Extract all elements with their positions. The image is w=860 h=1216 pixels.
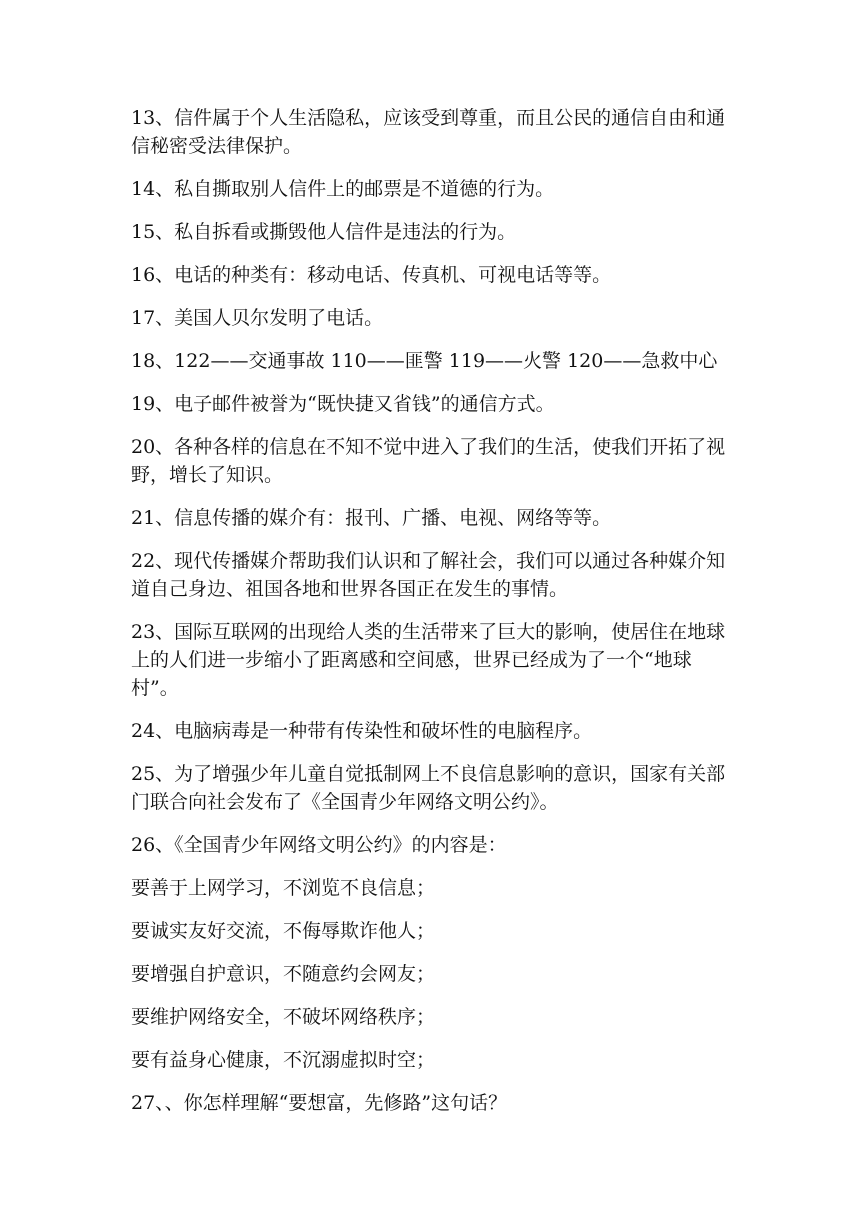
paragraph-13: 13、信件属于个人生活隐私，应该受到尊重，而且公民的通信自由和通信秘密受法律保护。: [131, 107, 726, 157]
paragraph-27: 27、、你怎样理解“要想富，先修路”这句话？: [131, 1092, 508, 1114]
paragraph-20: 20、各种各样的信息在不知不觉中进入了我们的生活，使我们开拓了视野，增长了知识。: [131, 436, 726, 486]
paragraph-22: 22、现代传播媒介帮助我们认识和了解社会，我们可以通过各种媒介知道自己身边、祖国各地和世界各国正在发生的事情。: [131, 550, 726, 600]
paragraph-16: 16、电话的种类有：移动电话、传真机、可视电话等等。: [131, 264, 612, 286]
paragraph-25: 25、为了增强少年儿童自觉抵制网上不良信息影响的意识，国家有关部门联合向社会发布了《全国青少年网络文明公约》。: [131, 763, 726, 813]
convention-line-2: 要诚实友好交流，不侮辱欺诈他人；: [131, 920, 436, 942]
convention-line-4: 要维护网络安全，不破坏网络秩序；: [131, 1006, 436, 1028]
paragraph-21: 21、信息传播的媒介有：报刊、广播、电视、网络等等。: [131, 507, 612, 529]
paragraph-24: 24、电脑病毒是一种带有传染性和破坏性的电脑程序。: [131, 720, 593, 742]
convention-line-1: 要善于上网学习，不浏览不良信息；: [131, 877, 436, 899]
paragraph-17: 17、美国人贝尔发明了电话。: [131, 307, 384, 329]
paragraph-15: 15、私自拆看或撕毁他人信件是违法的行为。: [131, 221, 517, 243]
paragraph-23: 23、国际互联网的出现给人类的生活带来了巨大的影响，使居住在地球上的人们进一步缩小了距离感和空间感，世界已经成为了一个“地球村”。: [131, 621, 726, 699]
convention-line-5: 要有益身心健康，不沉溺虚拟时空；: [131, 1049, 436, 1071]
convention-line-3: 要增强自护意识，不随意约会网友；: [131, 963, 436, 985]
paragraph-18: 18、122——交通事故 110——匪警 119——火警 120——急救中心: [131, 350, 718, 372]
paragraph-14: 14、私自撕取别人信件上的邮票是不道德的行为。: [131, 178, 555, 200]
paragraph-26: 26、《全国青少年网络文明公约》的内容是：: [131, 834, 507, 856]
document-body: [131, 104, 731, 1132]
paragraph-19: 19、电子邮件被誉为“既快捷又省钱”的通信方式。: [131, 393, 555, 415]
